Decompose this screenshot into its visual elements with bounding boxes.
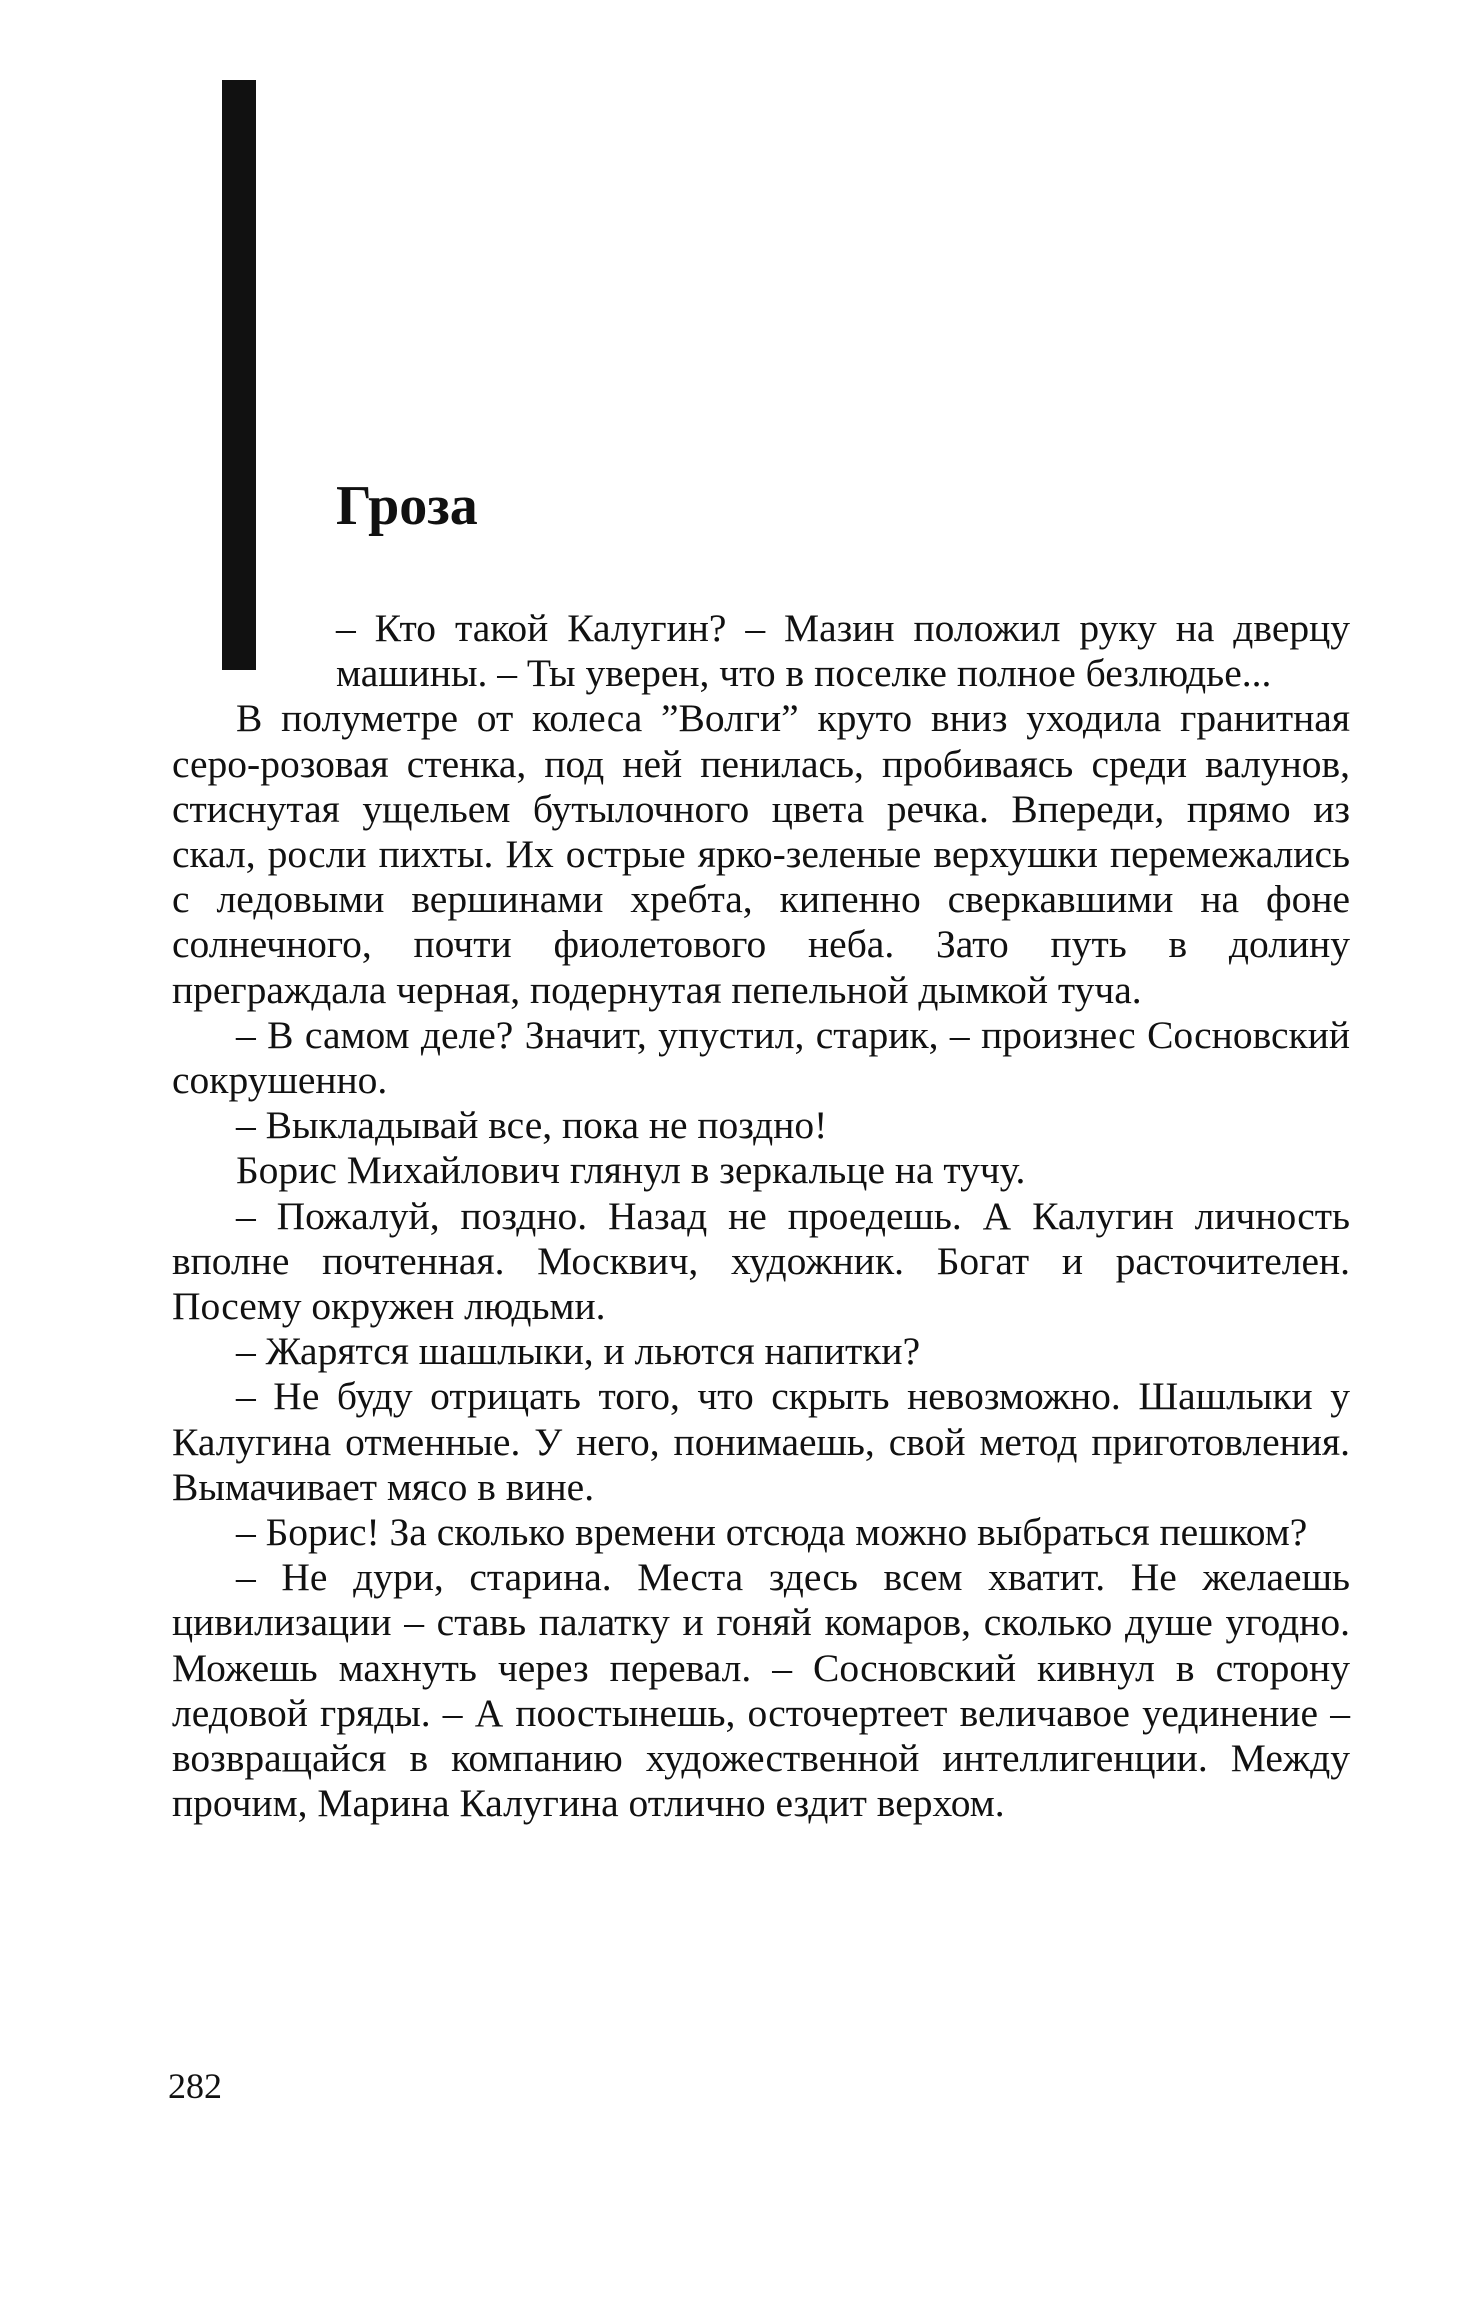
body-text — [172, 606, 1350, 1826]
paragraph: – Пожалуй, поздно. Назад не проедешь. А Калугин личность вполне почтенная. Москвич, художник. Богат и расточителен. Посему окружен людьми. — [172, 1193, 1350, 1329]
paragraph: – Борис! За сколько времени отсюда можно выбраться пешком? — [236, 1510, 1308, 1555]
chapter-title: Гроза — [336, 475, 478, 537]
decorative-vertical-bar — [222, 80, 256, 670]
page-number: 282 — [168, 2066, 222, 2106]
paragraph: Борис Михайлович глянул в зеркальце на тучу. — [236, 1148, 1026, 1193]
paragraph: – Выкладывай все, пока не поздно! — [236, 1103, 828, 1148]
paragraph: – Не дури, старина. Места здесь всем хватит. Не желаешь цивилизации – ставь палатку и гоняй комаров, сколько душе угодно. Можешь махнуть через перевал. – Сосновский кивнул в сторону ледовой гряды. – А поостынешь, осточертеет величавое уединение – возвращайся в компанию художественной интеллигенции. Между прочим, Марина Калугина отлично ездит верхом. — [172, 1555, 1350, 1826]
paragraph: – Кто такой Калугин? – Мазин положил руку на дверцу машины. – Ты уверен, что в поселке полное безлюдье... — [336, 606, 1350, 696]
paragraph: – Жарятся шашлыки, и льются напитки? — [236, 1329, 921, 1374]
paragraph: – Не буду отрицать того, что скрыть невозможно. Шашлыки у Калугина отменные. У него, понимаешь, свой метод приготовления. Вымачивает мясо в вине. — [172, 1374, 1350, 1509]
paragraph: – В самом деле? Значит, упустил, старик, – произнес Сосновский сокрушенно. — [172, 1012, 1350, 1103]
paragraph: В полуметре от колеса ”Волги” круто вниз уходила гранитная серо-розовая стенка, под ней пенилась, пробиваясь среди валунов, стиснутая ущельем бутылочного цвета речка. Впереди, прямо из скал, росли пихты. Их острые ярко-зеленые верхушки перемежались с ледовыми вершинами хребта, кипенно сверкавшими на фоне солнечного, почти фиолетового неба. Зато путь в долину преграждала черная, подернутая пепельной дымкой туча. — [172, 696, 1350, 1012]
